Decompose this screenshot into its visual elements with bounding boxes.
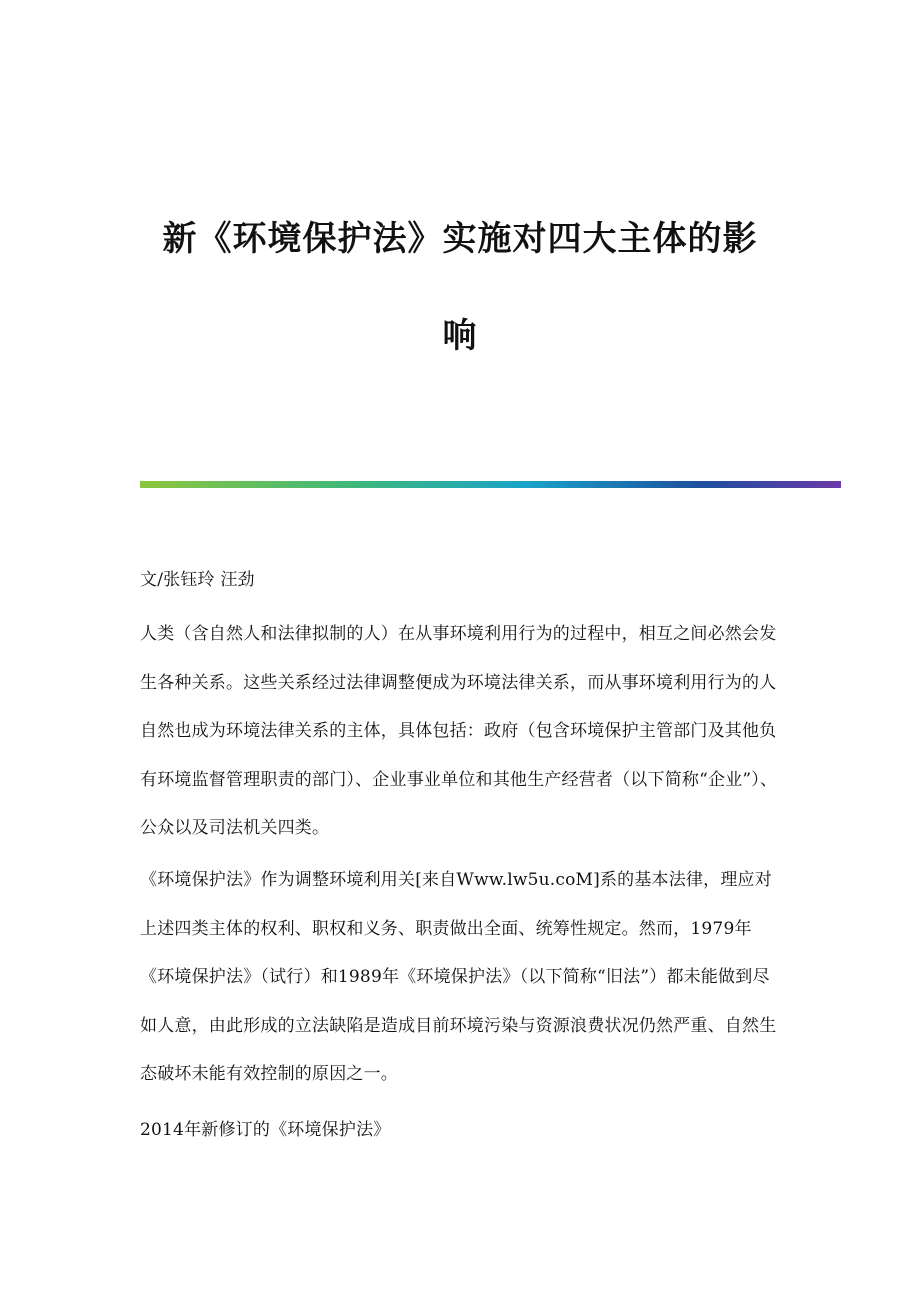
paragraph-text: 2014年新修订的《环境保护法》 bbox=[140, 1120, 391, 1140]
paragraph-text: 人类（含自然人和法律拟制的人）在从事环境利用行为的过程中，相互之间必然会发生各种关系。这些关系经过法律调整便成为环境法律关系，而从事环境利用行为的人自然也成为环境法律关系的主体，具体包括：政府（包含环境保护主管部门及其他负有环境监督管理职责的部门）、企业事业单位和其他生产经营者（以下简称“企业”）、公众以及司法机关四类。 bbox=[140, 624, 778, 838]
document-title-line-1: 新《环境保护法》实施对四大主体的影 bbox=[162, 219, 758, 259]
document-title-line-2: 响 bbox=[442, 316, 478, 356]
author-line: 文/张钰玲 汪劲 bbox=[140, 570, 255, 590]
paragraph-text: 《环境保护法》作为调整环境利用关[来自Www.lw5u.coM]系的基本法律，理应对上述四类主体的权利、职权和义务、职责做出全面、统筹性规定。然而，1979年《环境保护法》（试行）和1989年《环境保护法》（以下简称“旧法”）都未能做到尽如人意，由此形成的立法缺陷是造成目前环境污染与资源浪费状况仍然严重、自然生态破坏未能有效控制的原因之一。 bbox=[140, 870, 777, 1084]
title-divider bbox=[140, 481, 841, 488]
paragraph-3 bbox=[140, 1106, 780, 1155]
paragraph-2 bbox=[140, 856, 780, 1099]
paragraph-1 bbox=[140, 610, 780, 853]
